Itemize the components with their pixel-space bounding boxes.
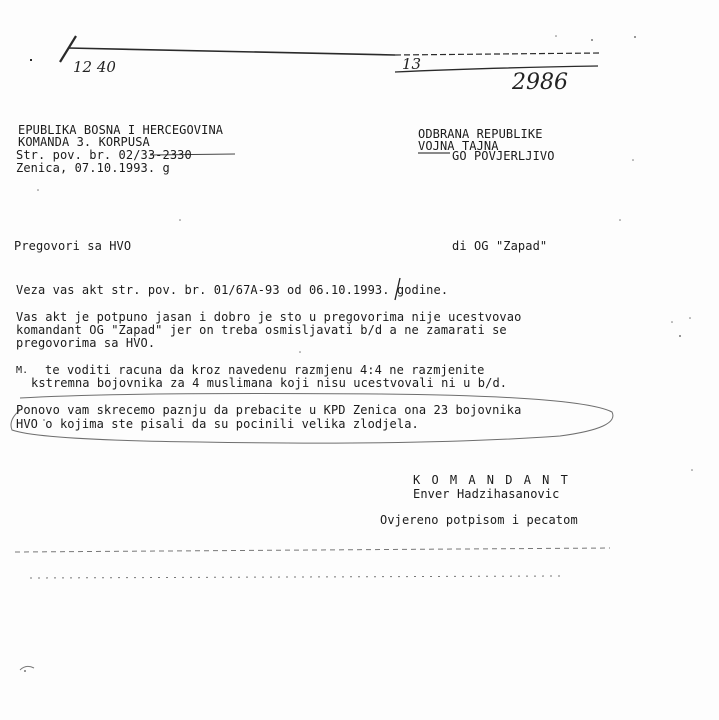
classification-line-1: ODBRANA REPUBLIKE	[418, 127, 543, 141]
handwritten-ref: 13	[402, 55, 422, 73]
certification-note: Ovjereno potpisom i pecatom	[380, 513, 578, 527]
paragraph-1-line-1: Vas akt je potpuno jasan i dobro je sto u pregovorima nije ucestvovao	[16, 310, 522, 324]
signature-area-dash	[15, 548, 610, 578]
paragraph-2-line-1-start: M.	[16, 365, 29, 376]
paragraph-1-line-2: komandant OG "Zapad" jer on treba osmisljavati b/d a ne zamarati se	[16, 323, 507, 337]
sender-line-1: EPUBLIKA BOSNA I HERCEGOVINA	[18, 123, 224, 137]
paragraph-3-line-1: Ponovo vam skrecemo paznju da prebacite u KPD Zenica ona 23 bojovnika	[16, 403, 522, 417]
paragraph-3-line-2: HVO o kojima ste pisali da su pocinili velika zlodjela.	[16, 417, 419, 431]
recipient-line: di OG "Zapad"	[452, 239, 548, 253]
sender-line-2: KOMANDA 3. KORPUSA	[18, 135, 150, 149]
classification-line-2: VOJNA TAJNA	[418, 139, 499, 153]
subject-line: Pregovori sa HVO	[14, 239, 132, 253]
classification-line-3: GO POVJERLJIVO	[452, 149, 555, 163]
handwritten-time: 12 40	[73, 58, 116, 76]
handwritten-number: 2986	[512, 70, 568, 95]
signature-name: Enver Hadzihasanovic	[413, 487, 560, 501]
sender-line-3: Str. pov. br. 02/33-2330	[16, 148, 192, 162]
signature-title: K O M A N D A N T	[413, 473, 570, 487]
sender-line-4: Zenica, 07.10.1993. g	[16, 161, 170, 175]
paragraph-2-line-2: kstremna bojovnika za 4 muslimana koji nisu ucestvovali ni u b/d.	[31, 376, 508, 390]
reference-paragraph: Veza vas akt str. pov. br. 01/67A-93 od 06.10.1993. godine.	[16, 283, 449, 297]
paragraph-1-line-3: pregovorima sa HVO.	[16, 336, 156, 350]
scribble-mark	[20, 666, 34, 670]
paragraph-2-line-1: te voditi racuna da kroz navedenu razmjenu 4:4 ne razmjenite	[45, 363, 485, 377]
